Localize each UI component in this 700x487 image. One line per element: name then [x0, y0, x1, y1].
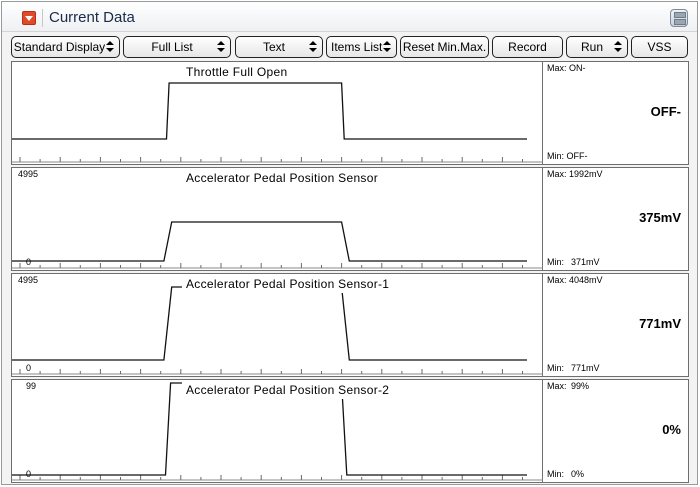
graph-plot-area — [12, 274, 543, 376]
stat-min — [547, 469, 584, 479]
current-value: 375mV — [639, 210, 681, 225]
signal-trace — [12, 83, 527, 139]
vss-label: VSS — [647, 40, 672, 54]
stat-min — [547, 363, 600, 373]
updown-arrow-icon — [217, 41, 225, 53]
current-value: OFF- — [650, 104, 681, 119]
stat-max-value: 1992mV — [569, 169, 603, 179]
items-list-label: Items List — [331, 40, 383, 54]
run-select[interactable] — [566, 36, 628, 58]
record-label: Record — [508, 40, 547, 54]
list-mode-label: Full List — [151, 40, 193, 54]
updown-arrow-icon — [383, 41, 391, 53]
stat-min-value: OFF- — [566, 151, 588, 161]
stat-max-value: 4048mV — [569, 275, 603, 285]
scale-min-label: 0 — [26, 257, 32, 267]
stat-min — [547, 151, 588, 161]
toolbar — [2, 35, 697, 59]
items-list-select[interactable] — [326, 36, 397, 58]
record-button[interactable] — [492, 36, 563, 58]
run-label: Run — [580, 40, 603, 54]
stat-max-value: ON- — [569, 63, 586, 73]
graph-title: Accelerator Pedal Position Sensor-2 — [182, 381, 403, 399]
reset-minmax-button[interactable] — [400, 36, 489, 58]
scale-min-label: 0 — [26, 469, 32, 479]
display-mode-select[interactable] — [11, 36, 120, 58]
graph-stats — [544, 380, 688, 482]
signal-trace — [12, 287, 527, 360]
stat-max-label: Max: — [547, 381, 567, 391]
stat-max-label: Max: — [547, 275, 567, 285]
graph-title: Accelerator Pedal Position Sensor-1 — [182, 275, 403, 293]
display-mode-label: Standard Display — [13, 40, 106, 54]
stat-max — [547, 63, 586, 73]
updown-arrow-icon — [614, 41, 622, 53]
stat-max-label: Max: — [547, 169, 567, 179]
scale-max-label: 99 — [26, 381, 37, 391]
current-value: 771mV — [639, 316, 681, 331]
stat-min-value: 771mV — [571, 363, 600, 373]
reset-minmax-label: Reset Min.Max. — [402, 40, 487, 54]
stat-min-label: Min: — [547, 469, 565, 479]
graph-panel — [11, 273, 689, 377]
scale-max-label: 4995 — [18, 275, 39, 285]
graph-plot-area — [12, 62, 543, 164]
scale-min-label: 0 — [26, 363, 32, 373]
stat-min-label: Min: — [547, 151, 565, 161]
stat-min-label: Min: — [547, 257, 565, 267]
updown-arrow-icon — [106, 41, 114, 53]
graph-panel — [11, 61, 689, 165]
current-value: 0% — [662, 422, 681, 437]
collapse-arrow-icon[interactable] — [22, 11, 36, 25]
current-data-window — [1, 1, 698, 485]
vss-button[interactable] — [631, 36, 688, 58]
view-mode-select[interactable] — [235, 36, 323, 58]
scale-max-label: 4995 — [18, 169, 39, 179]
title-separator — [42, 9, 43, 27]
graph-panel — [11, 379, 689, 483]
stat-max-value: 99% — [571, 381, 590, 391]
stat-min-value: 371mV — [571, 257, 600, 267]
graph-title: Throttle Full Open — [182, 63, 301, 81]
title-bar — [2, 2, 697, 32]
list-mode-select[interactable] — [123, 36, 231, 58]
graph-title: Accelerator Pedal Position Sensor — [182, 169, 392, 187]
stat-max-label: Max: — [547, 63, 567, 73]
stat-min-label: Min: — [547, 363, 565, 373]
stat-min-value: 0% — [571, 469, 585, 479]
signal-trace — [12, 222, 527, 261]
graph-stats — [544, 62, 688, 164]
stat-max — [547, 275, 603, 285]
stat-max — [547, 169, 603, 179]
graph-plot-area — [12, 168, 543, 270]
stat-max — [547, 381, 589, 391]
layout-toggle-icon[interactable] — [670, 9, 688, 27]
graph-stats — [544, 168, 688, 270]
stat-min — [547, 257, 600, 267]
updown-arrow-icon — [309, 41, 317, 53]
graph-panel — [11, 167, 689, 271]
graph-plot-area — [12, 380, 543, 482]
graph-stats — [544, 274, 688, 376]
view-mode-label: Text — [262, 40, 285, 54]
window-title: Current Data — [49, 9, 135, 26]
